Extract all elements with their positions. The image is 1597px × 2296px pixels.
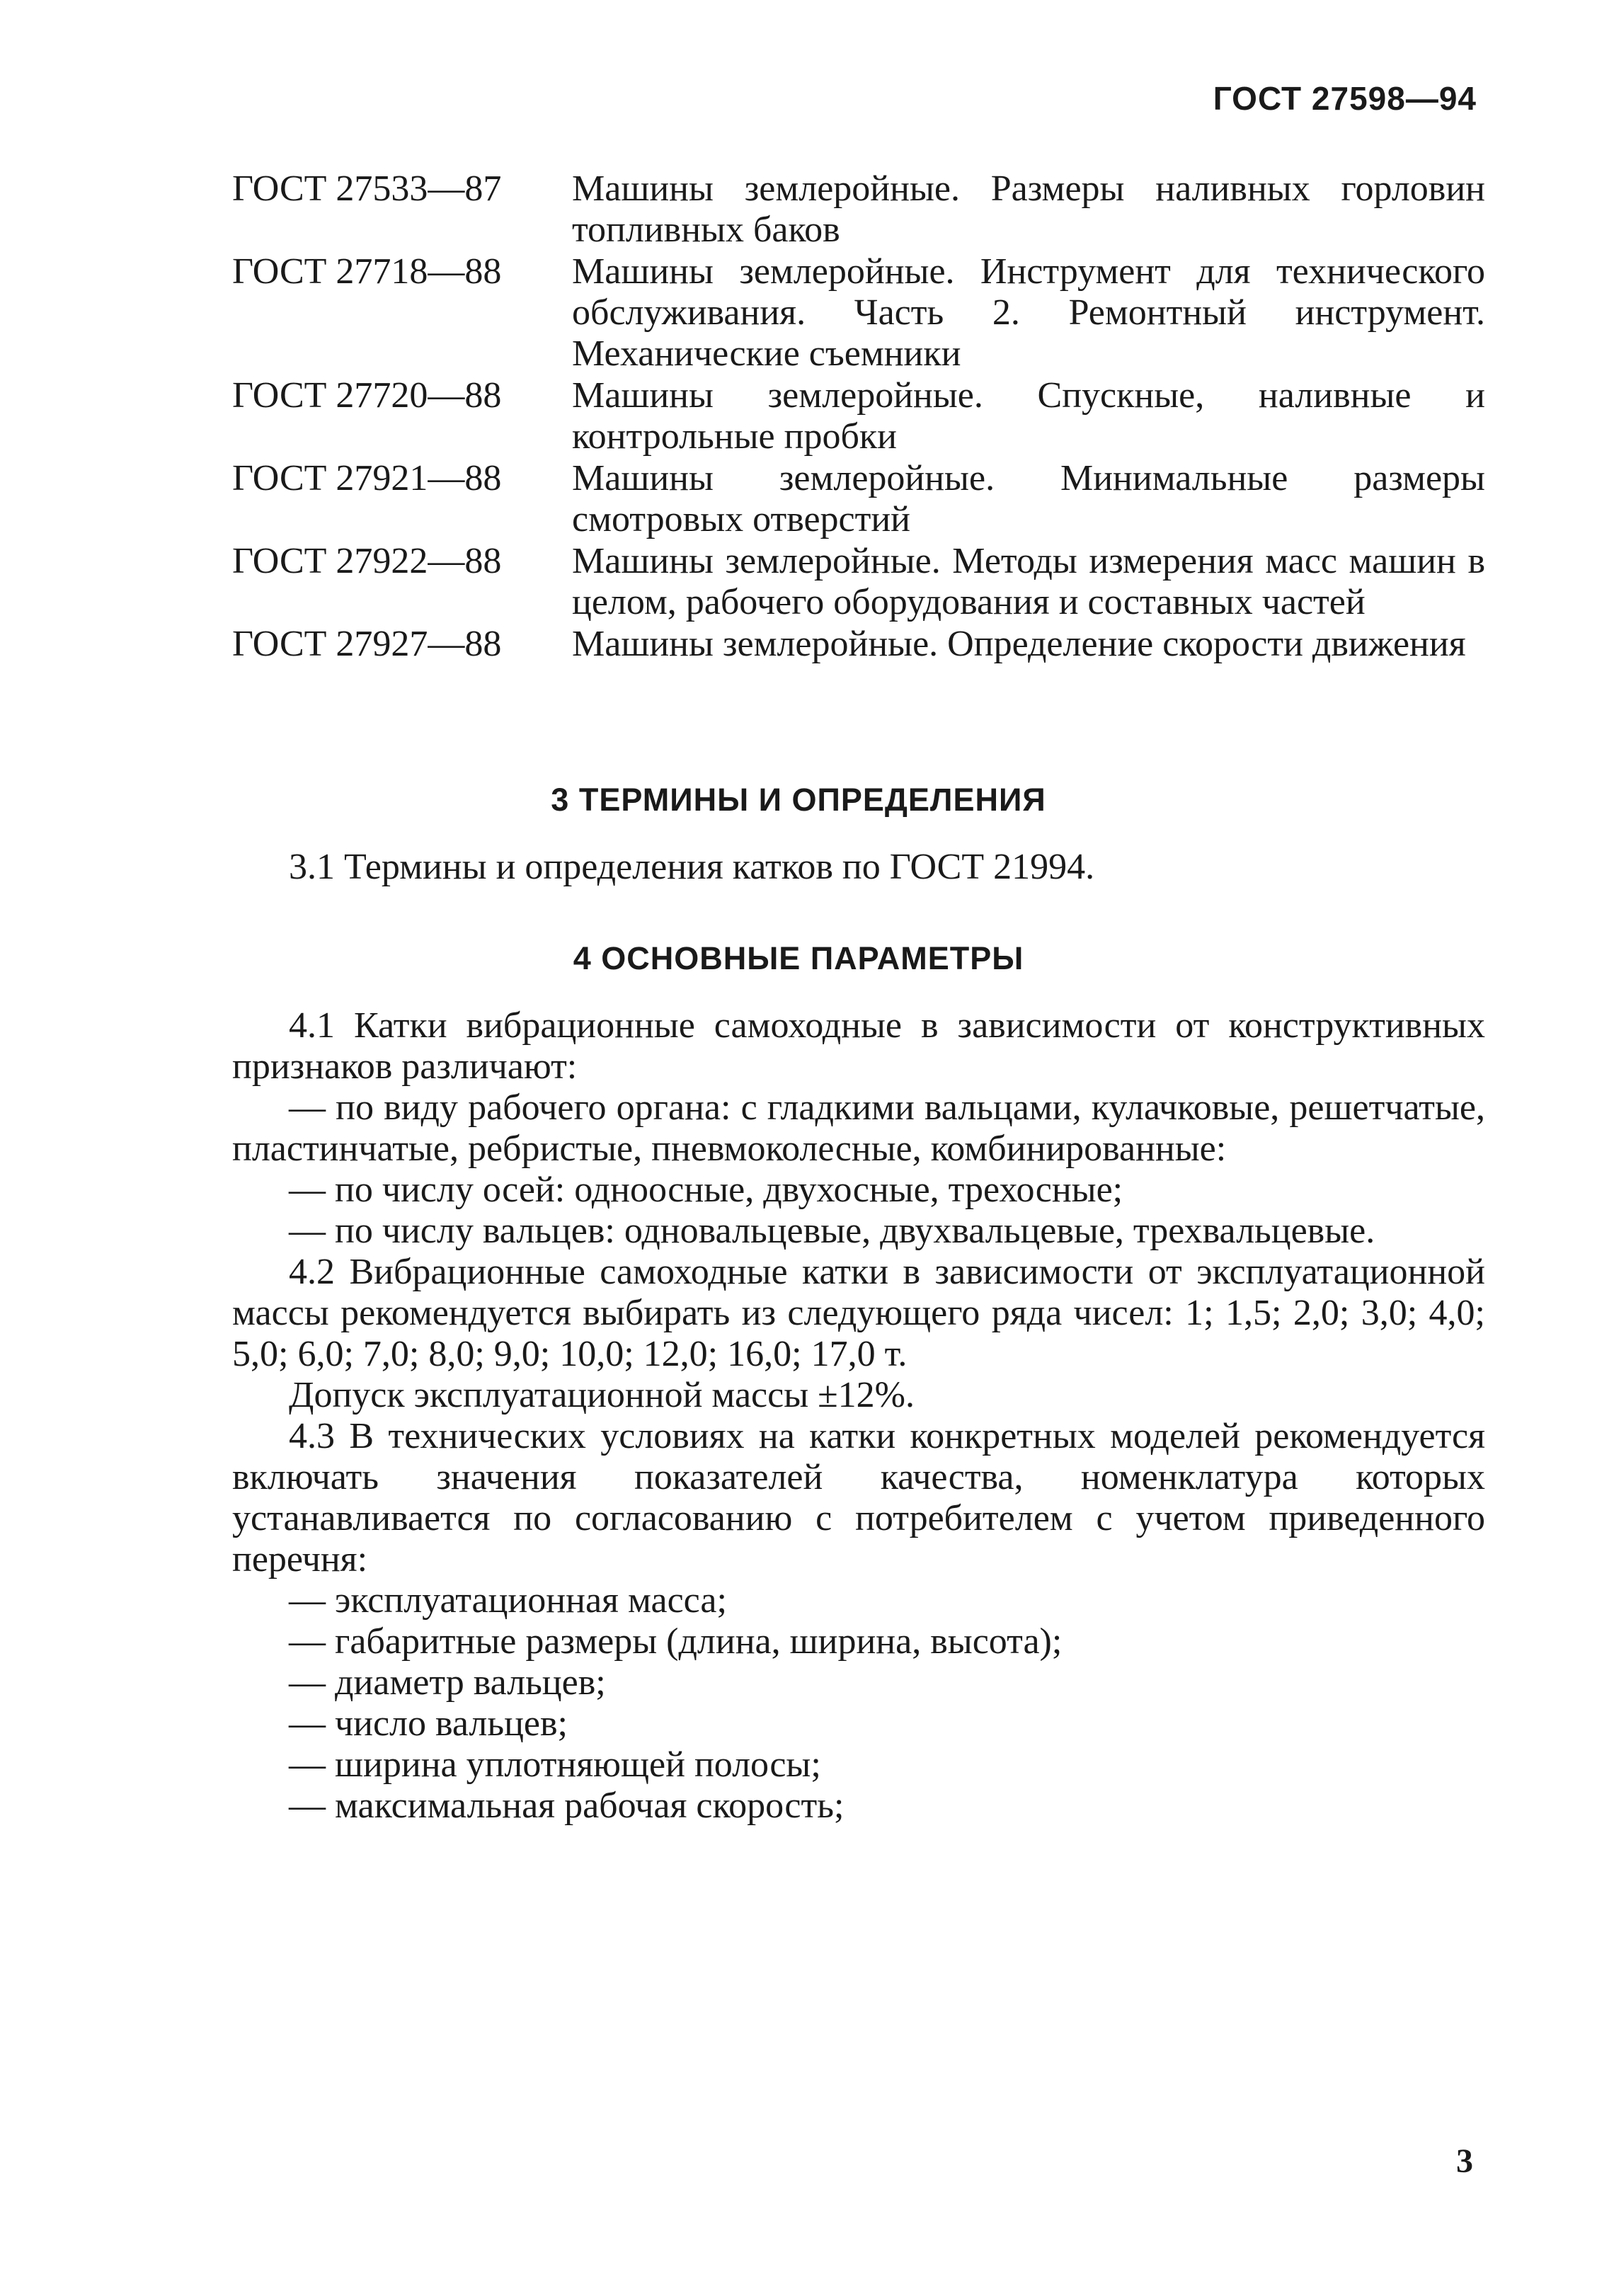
reference-title: Машины землеройные. Методы измерения масс машин в целом, рабочего оборудования и составных частей <box>572 541 1485 622</box>
reference-title: Машины землеройные. Спускные, наливные и контрольные пробки <box>572 375 1485 457</box>
section-3-body <box>232 847 1485 888</box>
paragraph-4-1: 4.1 Катки вибрационные самоходные в зависимости от конструктивных признаков различают: <box>232 1005 1485 1087</box>
reference-title: Машины землеройные. Определение скорости движения <box>572 624 1466 664</box>
reference-row <box>232 375 1485 457</box>
reference-code: ГОСТ 27927—88 <box>232 624 502 664</box>
quality-indicator-item: — эксплуатационная масса; <box>289 1580 727 1621</box>
section-3-heading: 3 ТЕРМИНЫ И ОПРЕДЕЛЕНИЯ <box>551 782 1046 818</box>
reference-code: ГОСТ 27533—87 <box>232 169 502 209</box>
reference-row <box>232 251 1485 375</box>
reference-row <box>232 624 1485 665</box>
reference-title: Машины землеройные. Размеры наливных горловин топливных баков <box>572 169 1485 250</box>
page-number: 3 <box>1456 2142 1473 2180</box>
reference-row <box>232 458 1485 540</box>
section-4-heading: 4 ОСНОВНЫЕ ПАРАМЕТРЫ <box>573 940 1024 976</box>
normative-references-list <box>232 169 1485 666</box>
reference-code: ГОСТ 27718—88 <box>232 251 502 292</box>
reference-row <box>232 541 1485 623</box>
paragraph-4-3: 4.3 В технических условиях на катки конкретных моделей рекомендуется включать значения показателей качества, номенклатура которых устанавливается по согласованию с потребителем с учетом приведенного перечня: <box>232 1416 1485 1580</box>
section-4-body <box>232 1005 1485 1827</box>
reference-code: ГОСТ 27922—88 <box>232 541 502 581</box>
paragraph-4-1-item: — по виду рабочего органа: с гладкими вальцами, кулачковые, решетчатые, пластинчатые, ребристые, пневмоколесные, комбинированные: <box>232 1087 1485 1169</box>
paragraph-4-1-item: — по числу осей: одноосные, двухосные, трехосные; <box>289 1170 1123 1210</box>
paragraph-4-1-item: — по числу вальцев: одновальцевые, двухвальцевые, трехвальцевые. <box>289 1211 1375 1251</box>
reference-row <box>232 169 1485 251</box>
quality-indicator-item: — диаметр вальцев; <box>289 1662 606 1703</box>
paragraph-4-2: 4.2 Вибрационные самоходные катки в зависимости от эксплуатационной массы рекомендуется выбирать из следующего ряда чисел: 1; 1,5; 2,0; 3,0; 4,0; 5,0; 6,0; 7,0; 8,0; 9,0; 10,0; 12,0; 16,0; 17,0 т. <box>232 1252 1485 1374</box>
quality-indicator-item: — максимальная рабочая скорость; <box>289 1786 845 1826</box>
paragraph-3-1: 3.1 Термины и определения катков по ГОСТ 21994. <box>289 847 1095 887</box>
paragraph-4-2-tolerance: Допуск эксплуатационной массы ±12%. <box>289 1375 915 1415</box>
reference-code: ГОСТ 27720—88 <box>232 375 502 416</box>
reference-title: Машины землеройные. Инструмент для технического обслуживания. Часть 2. Ремонтный инструмент. Механические съемники <box>572 251 1485 374</box>
quality-indicator-item: — число вальцев; <box>289 1703 568 1744</box>
document-header-code: ГОСТ 27598—94 <box>1213 80 1477 117</box>
quality-indicator-item: — ширина уплотняющей полосы; <box>289 1744 821 1785</box>
reference-title: Машины землеройные. Минимальные размеры смотровых отверстий <box>572 458 1485 539</box>
quality-indicator-item: — габаритные размеры (длина, ширина, высота); <box>289 1621 1063 1662</box>
reference-code: ГОСТ 27921—88 <box>232 458 502 498</box>
